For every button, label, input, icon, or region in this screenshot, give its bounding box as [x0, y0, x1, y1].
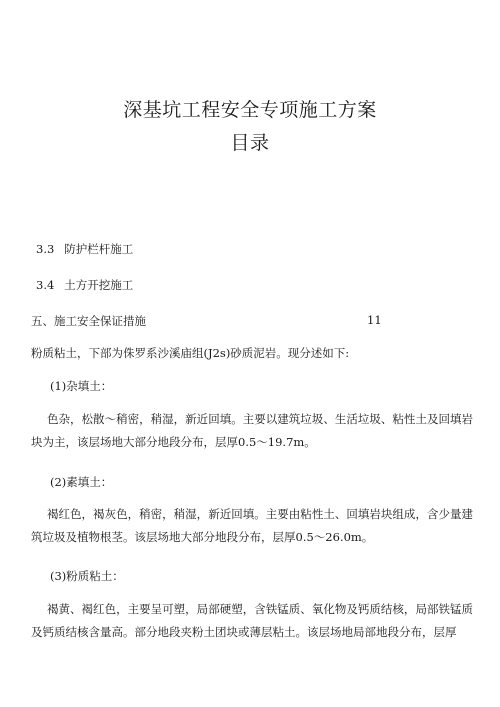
toc-page-number: 11	[367, 313, 382, 327]
toc-label: 五、施工安全保证措施	[31, 314, 146, 328]
section-paragraph: 褐黄、褐红色，主要呈可塑，局部硬塑，含铁锰质、氧化物及钙质结核，局部铁锰质及钙质结核含量高。部分地段夹粉土团块或薄层粘土。该层场地局部地段分布，层厚	[31, 602, 473, 639]
section-heading: (3)粉质粘土：	[50, 569, 124, 583]
toc-number: 3.4	[36, 278, 55, 292]
section-paragraph: 色杂，松散～稍密，稍湿，新近回填。主要以建筑垃圾、生活垃圾、粘性土及回填岩块为主，该层场地大部分地段分布，层厚0.5～19.7m。	[31, 412, 473, 449]
toc-entry[interactable]	[36, 277, 133, 293]
section-paragraph: 褐红色，褐灰色，稍密，稍湿，新近回填。主要由粘性土、回填岩块组成，含少量建筑垃圾及植物根茎。该层场地大部分地段分布，层厚0.5～26.0m。	[31, 507, 473, 544]
section-heading: (2)素填土：	[50, 475, 113, 489]
toc-entry[interactable]	[36, 241, 133, 257]
toc-label: 防护栏杆施工	[64, 242, 134, 256]
toc-label: 土方开挖施工	[64, 278, 134, 292]
toc-entry[interactable]	[31, 313, 146, 329]
body-intro: 粉质粘土，下部为侏罗系沙溪庙组(J2s)砂质泥岩。现分述如下:	[31, 346, 350, 360]
document-title: 深基坑工程安全专项施工方案	[123, 99, 377, 121]
section-heading: (1)杂填土：	[50, 379, 113, 393]
toc-number: 3.3	[36, 242, 55, 256]
document-subtitle: 目录	[230, 132, 270, 154]
